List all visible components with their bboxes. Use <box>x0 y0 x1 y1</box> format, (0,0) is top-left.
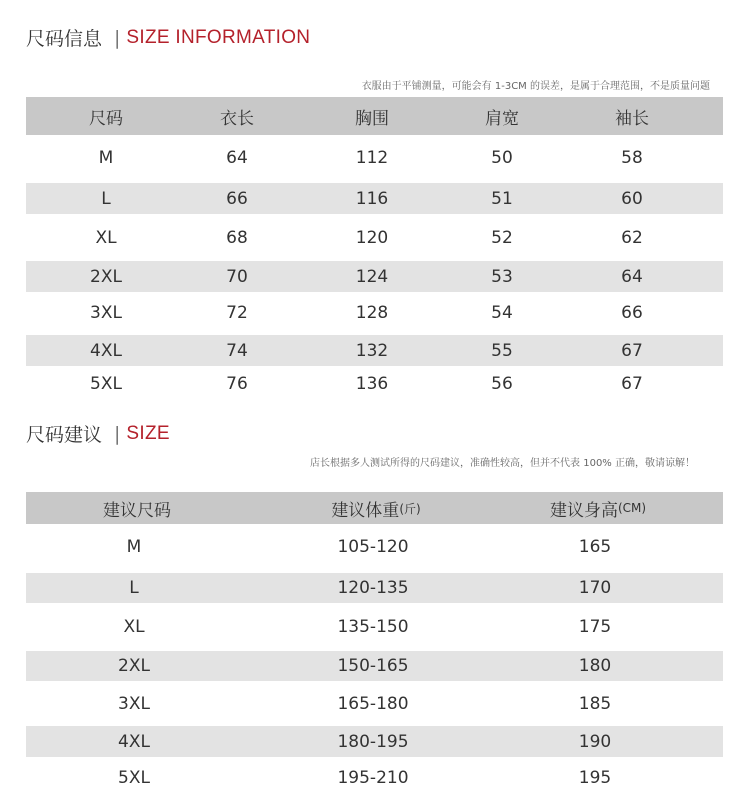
size-information-title <box>26 24 310 51</box>
table-cell: 2XL <box>118 656 150 676</box>
table-row <box>26 335 723 366</box>
table-cell: 3XL <box>90 303 122 323</box>
table-row <box>26 651 723 681</box>
table-cell: 68 <box>226 228 248 248</box>
table-cell: 60 <box>621 188 643 209</box>
table-cell: 64 <box>621 266 643 287</box>
size-suggestion-title <box>26 420 170 447</box>
table-cell: 66 <box>226 188 248 209</box>
table-cell: 105-120 <box>337 537 409 557</box>
table-cell: 136 <box>355 374 389 394</box>
table-row <box>26 528 723 566</box>
table-row <box>26 219 723 257</box>
table-cell: 120 <box>355 228 389 248</box>
header-cell: 衣长 <box>220 108 254 129</box>
title-separator: | <box>114 26 121 49</box>
table-cell: 5XL <box>118 768 150 788</box>
table-cell: 190 <box>578 731 612 752</box>
header-cell: 袖长 <box>615 108 649 129</box>
header-cell: 肩宽 <box>485 108 519 129</box>
table-cell: 165 <box>578 537 612 557</box>
section-title-en: SIZE <box>126 422 170 444</box>
table-cell: 128 <box>355 303 389 323</box>
table-cell: 120-135 <box>337 578 409 598</box>
header-unit: (斤) <box>399 501 421 516</box>
table-row <box>26 685 723 723</box>
table-cell: 180 <box>578 656 612 676</box>
table-cell: 170 <box>578 578 612 598</box>
table-row <box>26 608 723 646</box>
table-cell: 132 <box>355 340 389 361</box>
table-cell: 150-165 <box>337 656 409 676</box>
table-header-row <box>26 492 723 524</box>
table-cell: 52 <box>491 228 513 248</box>
header-cell: 胸围 <box>355 108 389 129</box>
table-cell: 50 <box>491 148 513 168</box>
table-cell: 195 <box>578 768 612 788</box>
header-label: 建议身高 <box>549 500 618 521</box>
table-cell: 54 <box>491 303 513 323</box>
table-cell: 64 <box>226 148 248 168</box>
table-cell: 3XL <box>118 694 150 714</box>
table-cell: XL <box>95 228 117 248</box>
table-row <box>26 183 723 214</box>
table-cell: M <box>126 537 142 557</box>
header-label: 建议体重 <box>331 500 400 521</box>
header-cell <box>103 492 171 524</box>
table-cell: 56 <box>491 374 513 394</box>
header-unit: (CM) <box>617 501 647 515</box>
table-cell: 4XL <box>90 340 122 361</box>
table-cell: 195-210 <box>337 768 409 788</box>
header-label: 建议尺码 <box>103 500 171 521</box>
table-cell: 4XL <box>118 731 150 752</box>
table-cell: 76 <box>226 374 248 394</box>
table-cell: L <box>101 188 111 209</box>
table-row <box>26 760 723 796</box>
table-cell: 67 <box>621 340 643 361</box>
title-separator: | <box>114 422 121 445</box>
table-cell: 165-180 <box>337 694 409 714</box>
table-header-row <box>26 97 723 135</box>
header-cell <box>550 492 646 524</box>
table-cell: XL <box>123 617 145 637</box>
suggestion-note: 店长根据多人测试所得的尺码建议，准确性较高，但并不代表 100% 正确，敬请谅解！ <box>310 458 695 469</box>
table-cell: 185 <box>578 694 612 714</box>
table-cell: M <box>98 148 114 168</box>
table-cell: 5XL <box>90 374 122 394</box>
table-row <box>26 139 723 177</box>
table-cell: 112 <box>355 148 389 168</box>
table-cell: 2XL <box>90 266 122 287</box>
table-cell: 55 <box>491 340 513 361</box>
table-cell: 175 <box>578 617 612 637</box>
measurement-note: 衣服由于平铺测量，可能会有 1-3CM 的误差，是属于合理范围，不是质量问题 <box>361 81 710 92</box>
header-cell: 尺码 <box>89 108 123 129</box>
section-title-zh: 尺码信息 <box>26 28 103 50</box>
section-title-zh: 尺码建议 <box>26 424 103 446</box>
table-row <box>26 295 723 331</box>
table-cell: 67 <box>621 374 643 394</box>
table-cell: L <box>129 578 139 598</box>
table-cell: 124 <box>355 266 389 287</box>
table-cell: 62 <box>621 228 643 248</box>
table-cell: 180-195 <box>337 731 409 752</box>
table-cell: 72 <box>226 303 248 323</box>
table-cell: 135-150 <box>337 617 409 637</box>
table-row <box>26 368 723 400</box>
table-cell: 116 <box>355 188 389 209</box>
table-cell: 58 <box>621 148 643 168</box>
table-cell: 70 <box>226 266 248 287</box>
table-cell: 51 <box>491 188 513 209</box>
table-cell: 74 <box>226 340 248 361</box>
table-row <box>26 261 723 292</box>
table-row <box>26 573 723 603</box>
table-row <box>26 726 723 757</box>
table-cell: 53 <box>491 266 513 287</box>
table-cell: 66 <box>621 303 643 323</box>
section-title-en: SIZE INFORMATION <box>126 26 311 48</box>
header-cell <box>331 492 420 524</box>
